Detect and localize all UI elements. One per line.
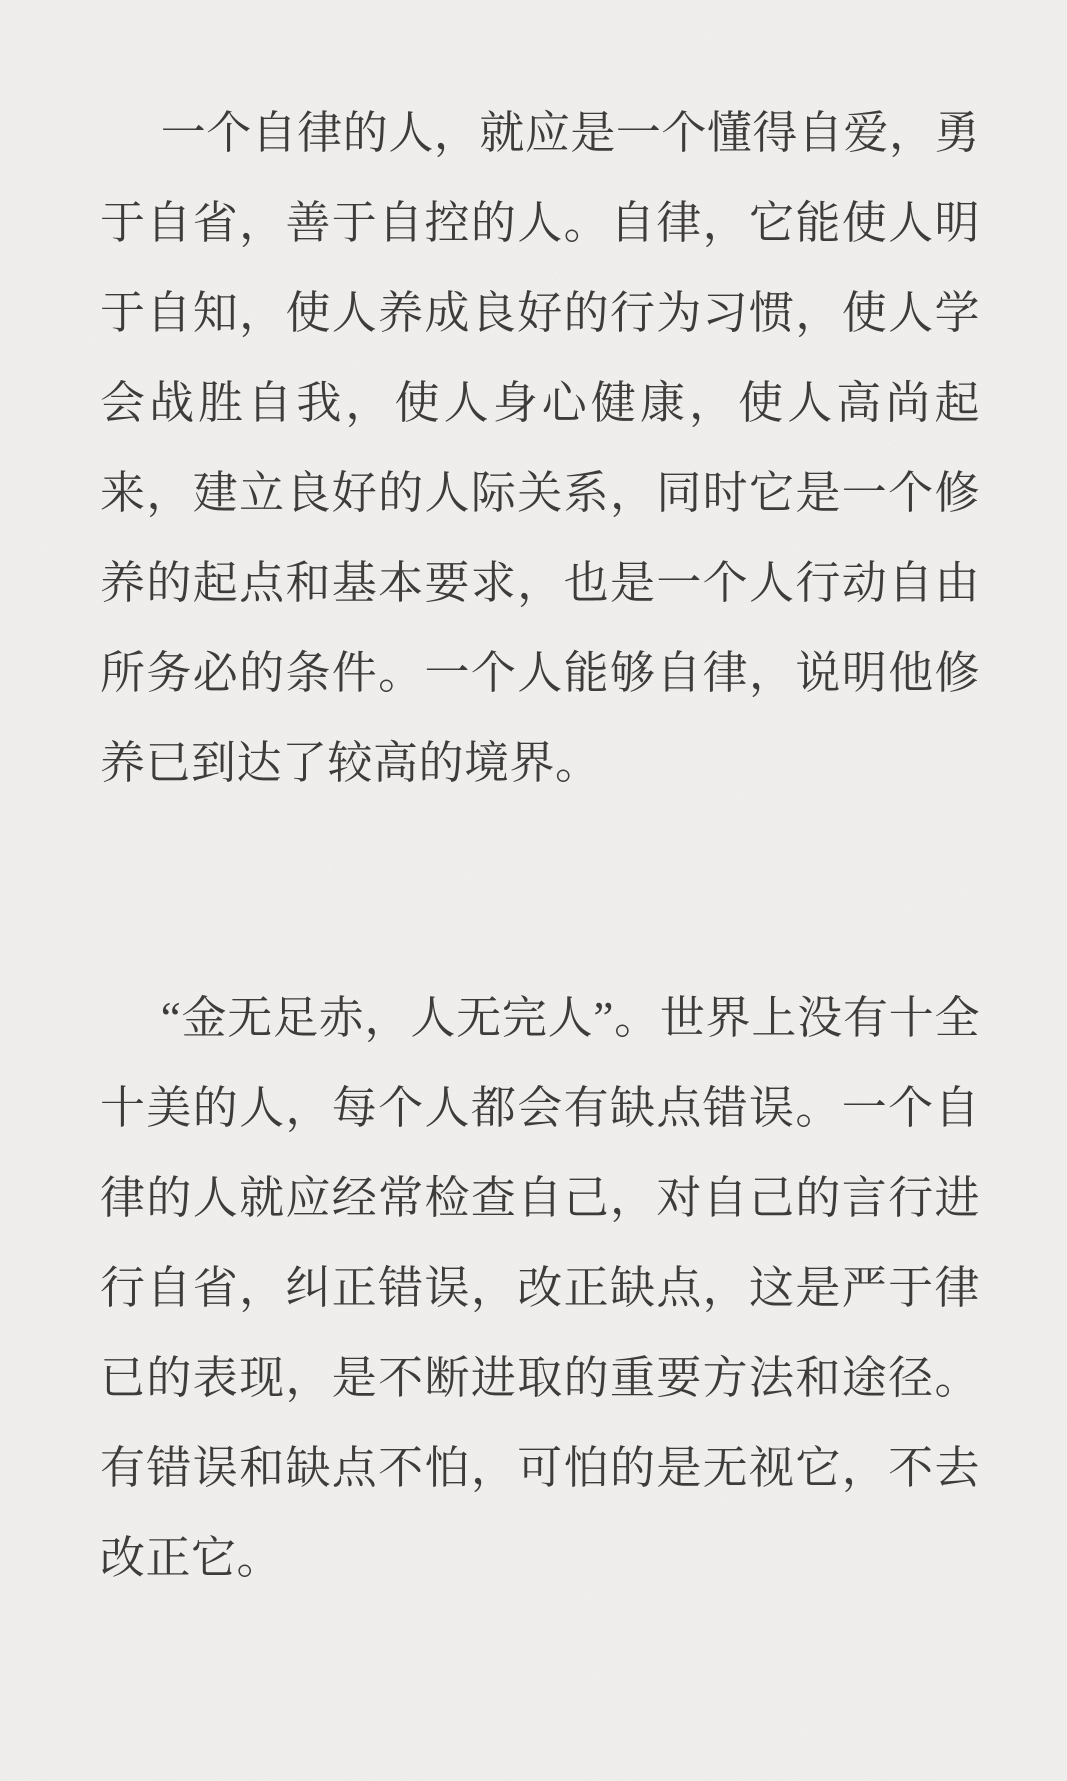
paragraph-no-one-is-perfect: “金无足赤，人无完人”。世界上没有十全十美的人，每个人都会有缺点错误。一个自律的人就应经常检查自己，对自己的言行进行自省，纠正错误，改正缺点，这是严于律已的表现，是不断进取的重要方法和途径。有错误和缺点不怕，可怕的是无视它，不去改正它。	[100, 993, 980, 1583]
paragraph-self-discipline: 一个自律的人，就应是一个懂得自爱，勇于自省，善于自控的人。自律，它能使人明于自知，使人养成良好的行为习惯，使人学会战胜自我，使人身心健康，使人高尚起来，建立良好的人际关系，同时它是一个修养的起点和基本要求，也是一个人行动自由所务必的条件。一个人能够自律，说明他修养已到达了较高的境界。	[100, 108, 980, 788]
essay-text	[100, 88, 980, 1603]
